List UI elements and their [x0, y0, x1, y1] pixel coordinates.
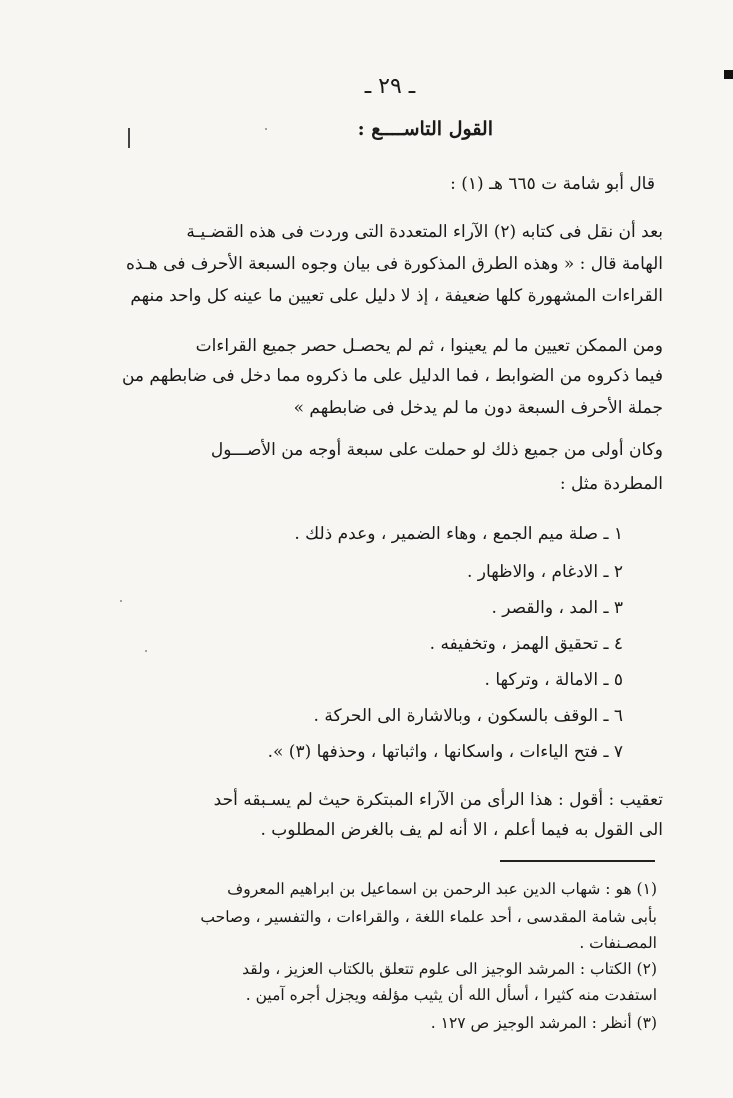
paragraph-line: المطردة مثل :	[559, 474, 663, 494]
list-item: ٤ ـ تحقيق الهمز ، وتخفيفه .	[429, 634, 623, 654]
list-item: ٣ ـ المد ، والقصر .	[491, 598, 623, 618]
paragraph-line: الهامة قال : « وهذه الطرق المذكورة فى بيان وجوه السبعة الأحرف فى هـذه	[126, 254, 663, 274]
scan-margin-mark	[128, 128, 130, 148]
footnote-line: (٢) الكتاب : المرشد الوجيز الى علوم تتعلق بالكتاب العزيز ، ولقد	[242, 960, 657, 978]
paragraph-line: ومن الممكن تعيين ما لم يعينوا ، ثم لم يحصـل حصر جميع القراءات	[195, 336, 663, 356]
page-number: ـ ٢٩ ـ	[364, 74, 416, 99]
paragraph-line: بعد أن نقل فى كتابه (٢) الآراء المتعددة التى وردت فى هذه القضـيـة	[186, 222, 663, 242]
footnote-line: (٣) أنظر : المرشد الوجيز ص ١٢٧ .	[430, 1014, 657, 1032]
footnote-line: المصـنفات .	[579, 934, 657, 952]
comment-line: تعقيب : أقول : هذا الرأى من الآراء المبتكرة حيث لم يسـبقه أحد	[213, 790, 663, 810]
intro-line: قال أبو شامة ت ٦٦٥ هـ (١) :	[450, 174, 655, 194]
footnote-line: (١) هو : شهاب الدين عبد الرحمن بن اسماعيل بن ابراهيم المعروف	[227, 880, 657, 898]
list-item: ٦ ـ الوقف بالسكون ، وبالاشارة الى الحركة .	[313, 706, 623, 726]
list-item: ٧ ـ فتح الياءات ، واسكانها ، واثباتها ، وحذفها (٣) ».	[267, 742, 623, 762]
list-item: ٢ ـ الادغام ، والاظهار .	[467, 562, 623, 582]
footnote-line: استفدت منه كثيرا ، أسأل الله أن يثيب مؤلفه ويجزل أجره آمين .	[245, 986, 657, 1004]
scan-edge-mark	[724, 70, 733, 79]
section-heading: القول التاســــع :	[357, 118, 493, 140]
paragraph-line: فيما ذكروه من الضوابط ، فما الدليل على ما ذكروه مما دخل فى ضابطهم من	[121, 366, 663, 386]
paragraph-line: جملة الأحرف السبعة دون ما لم يدخل فى ضابطهم »	[293, 398, 663, 418]
scan-speck	[120, 600, 122, 602]
scan-speck	[265, 128, 267, 130]
footnote-divider	[500, 860, 655, 862]
scan-speck	[145, 650, 147, 652]
footnote-line: بأبى شامة المقدسى ، أحد علماء اللغة ، والقراءات ، والتفسير ، وصاحب	[200, 908, 657, 926]
comment-line: الى القول به فيما أعلم ، الا أنه لم يف بالغرض المطلوب .	[260, 820, 663, 840]
list-item: ٥ ـ الامالة ، وتركها .	[484, 670, 623, 690]
paragraph-line: وكان أولى من جميع ذلك لو حملت على سبعة أوجه من الأصـــول	[210, 440, 663, 460]
paragraph-line: القراءات المشهورة كلها ضعيفة ، إذ لا دليل على تعيين ما عينه كل واحد منهم	[130, 286, 663, 306]
list-item: ١ ـ صلة ميم الجمع ، وهاء الضمير ، وعدم ذلك .	[294, 524, 623, 544]
